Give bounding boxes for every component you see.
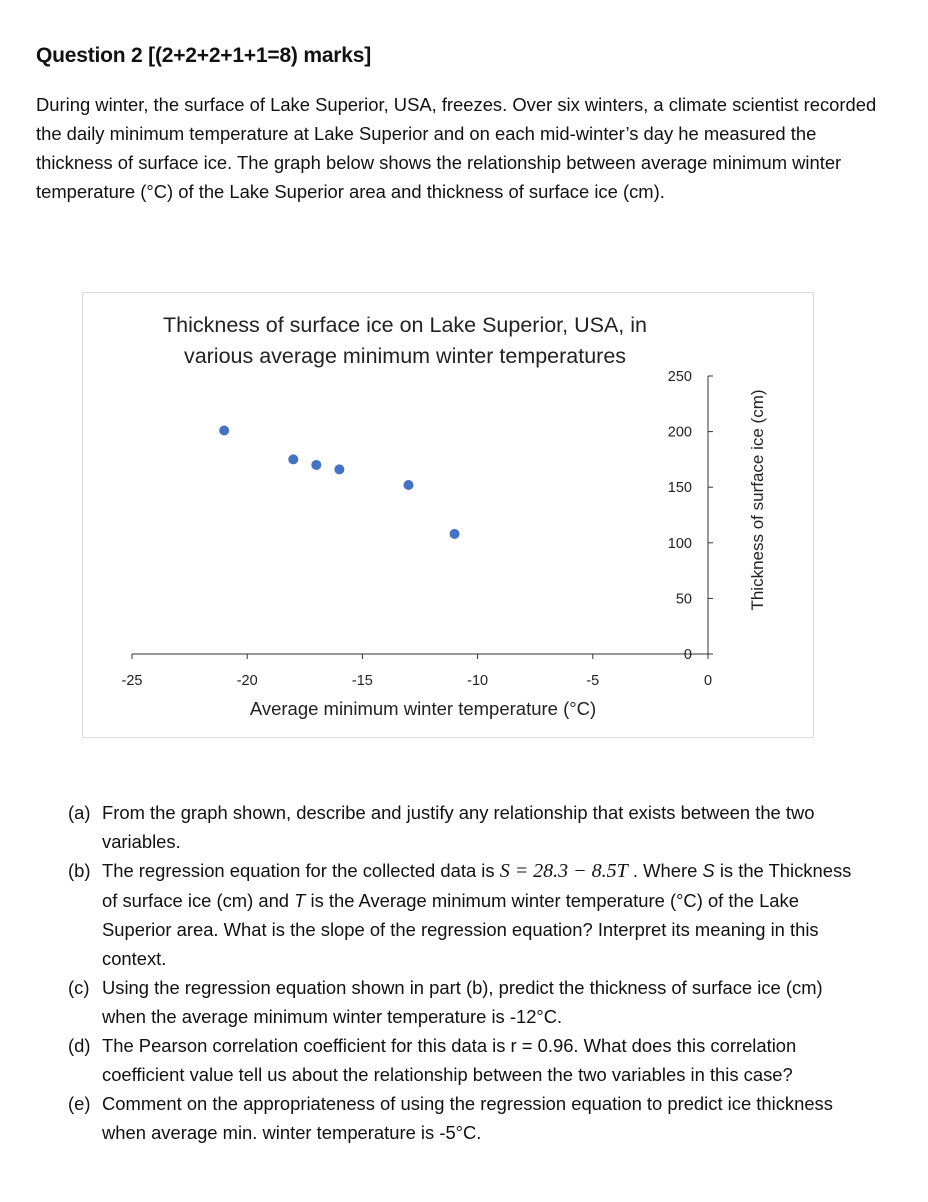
part-d-label: (d) [68,1035,91,1056]
x-tick-label: -10 [467,673,489,689]
y-tick-label: 0 [683,647,692,663]
data-points [219,425,459,538]
x-tick-label: -20 [236,673,258,689]
chart-canvas [83,293,815,739]
y-tick-label: 150 [667,480,692,497]
part-e-label: (e) [68,1093,91,1114]
question-part-d [68,1031,868,1089]
regression-equation: S = 28.3 − 8.5T [499,860,628,882]
chart-title-line-2: various average minimum winter temperatures [183,344,627,368]
data-point [311,460,321,470]
question-parts [68,798,868,1147]
question-intro [36,90,896,206]
part-b-label: (b) [68,860,91,881]
part-a-text: From the graph shown, describe and justify any relationship that exists between the two variables. [102,802,815,852]
x-tick-label: -15 [351,673,373,689]
chart-title-line-1: Thickness of surface ice on Lake Superior, USA, in [163,313,647,337]
x-axis-label: Average minimum winter temperature (°C) [249,698,597,719]
part-b-text-mid1: . Where [627,860,703,881]
y-axis-label: Thickness of surface ice (cm) [748,389,767,611]
question-heading: Question 2 [(2+2+2+1+1=8) marks] [36,44,372,67]
question-part-a [68,798,868,856]
y-tick-label: 50 [675,591,692,608]
part-b-text-post: is the Average minimum winter temperature (°C) of the Lake Superior area. What is the slope of the regression equation? Interpret its meaning in this context. [102,890,819,969]
x-tick-label: -25 [121,673,143,689]
part-c-label: (c) [68,977,90,998]
scatter-chart [82,292,814,738]
y-tick-label: 250 [667,369,692,385]
part-d-text: The Pearson correlation coefficient for this data is r = 0.96. What does this correlation coefficient value tell us about the relationship between the two variables in this case? [102,1035,797,1085]
question-part-c [68,973,868,1031]
data-point [403,480,413,490]
y-tick-label: 200 [667,424,692,441]
question-part-e [68,1089,868,1147]
data-point [334,464,344,474]
data-point [219,425,229,435]
axes [122,369,713,689]
part-b-text-pre: The regression equation for the collected data is [102,860,500,881]
y-tick-label: 100 [667,535,692,552]
variable-s: S [702,860,715,881]
part-a-label: (a) [68,802,91,823]
data-point [288,454,298,464]
variable-t: T [294,890,306,911]
x-tick-label: 0 [703,673,713,689]
data-point [450,529,460,539]
part-e-text: Comment on the appropriateness of using the regression equation to predict ice thickness when average min. winter temperature is -5°C. [102,1093,833,1143]
intro-paragraph: During winter, the surface of Lake Superior, USA, freezes. Over six winters, a climate scientist recorded the daily minimum temperature at Lake Superior and on each mid-winter’s day he measured the thickness of surface ice. The graph below shows the relationship between average minimum winter temperature (°C) of the Lake Superior area and thickness of surface ice (cm). [36,94,877,202]
x-tick-label: -5 [586,673,600,689]
part-b-text-mid2: is the Thickness of surface ice (cm) and [102,860,852,911]
question-part-b [68,856,868,973]
part-c-text: Using the regression equation shown in part (b), predict the thickness of surface ice (cm) when the average minimum winter temperature is -12°C. [102,977,823,1027]
